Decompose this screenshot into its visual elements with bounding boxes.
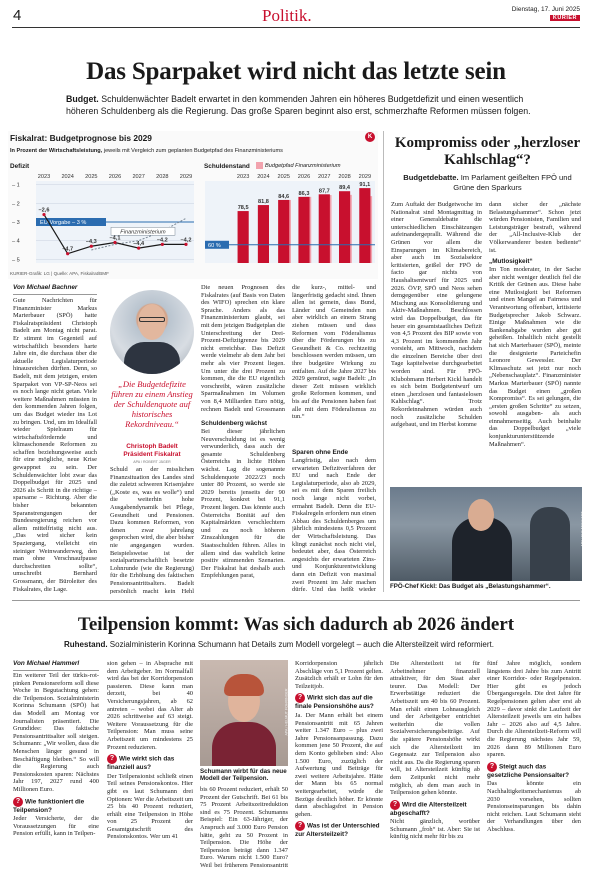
article-col-3: Die neuen Prognosen des Fiskalrates (auf Basis von Daten des WIFO) sprechen ein klare Sprache. Anders als das Finanzministerium glaubt, sei mit dem jetzigen Budgetplan die Unterschreitung der Drei-Prozent-Defizitgrenze bis 2029 nicht erreichbar. Das Defizit werde vielmehr ab dem Jahr bei mehr als vier Prozent liegen. Um unter die drei Prozent zu kommen, die die EU eigentlich vorschreibt, wären zusätzliche Sparmaßnahmen im Volumen von 8,4 Milliarden Euro nötig, rechnen Badelt und Grossmann: [201, 284, 285, 413]
badelt-head: [138, 304, 166, 340]
answer-2: Der Teilpensionist schließt einen Teil seines Pensionskontos. Hier gibt es laut Schumann drei Optionen: Wer die Arbeitszeit um 25 bis 40 Prozent reduziert, erhält eine Teilpension in Höhe von 25 Prozent der Gesamtgutschrift des Pensionskontos. Wer um 41: [107, 772, 193, 841]
debt-x-tick: 2023: [236, 174, 250, 180]
question-icon: ?: [390, 800, 400, 810]
question-icon: ?: [295, 693, 305, 703]
debt-x-tick: 2026: [297, 174, 311, 180]
a2-col2-text: sion gehen – in Absprache mit dem Arbeitgeber. Im Normalfall wird das bei der Korridorpension passieren. Diese kann man derzeit, bei 40 Versicherungsjahren, ab 62 antreten – wobei das Alter ab 2026 schrittweise auf 63 steigt. Weitere Voraussetzung für die Teilpension: Man muss seine Arbeitszeit um mindestens 25 Prozent reduzieren.: [107, 660, 193, 751]
article-col-3b: Bei dieser jährlichen Neuverschuldung ist es wenig verwunderlich, dass auch der gesamte Schuldenberg Österreichs in lichte Höhen wächst. Lag die sogenannte Schuldenquote 2022/23 noch unter 80 Prozent, so werde sie 2029 bereits jenseits der 90 Prozent, konkret bei 91,1 Prozent liegen. Das könnte auch Österreichs Bonität auf den Kapitalmärkten verschlechtern und zu noch höheren Zinszahlungen für die Staatsschulden führen. Alles in allem sind das wahrlich keine positiv stimmenden Szenarien. Der Fiskalrat hat deshalb auch Empfehlungen parat,: [201, 428, 285, 580]
chart-subtitle: [10, 148, 283, 154]
kickl-photo: [390, 487, 582, 581]
sidebar-col-1: Zum Auftakt der Budgetwoche im Nationalrat sind Montagmittag in einer Generaldebatte die unterschiedlichen Einschätzungen aufeinandergeprallt. Während die Grünen vor allem die Einsparungen im Klimabereich, aber auch im Sozialsektor kritisierten, geißel der FPÖ de facto gar nichts von Haushaltsentwurf für 2025 und 2026. ÖVP, SPÖ und Neos sehen demgegenüber eine gelungene Mischung aus Konsolidierung und Aktiv-Maßnahmen. Beschlossen wird das Doppelbudget, das für heuer ein gesamtstaatliches Defizit von 4,5 Prozent des BIP sowie von 4,3 Prozent im kommenden Jahr vorsieht, am Mittwoch, nachdem die einzelnen Bereiche über drei Tage kapitelweise durchgearbeitet worden sind. Für FPÖ-Klubobmann Herbert Kickl handelt es sich beim Budgetentwurf um einen „herzlosen und fantasielosen Kahlschlag“. Trotz Rekordeinnahmen würden auch noch zusätzliche Schulden aufgebaut, und im Herbst komme: [391, 201, 482, 429]
eu-limit-label: EU-Vorgabe – 3 %: [40, 220, 87, 226]
question-icon: ?: [13, 797, 23, 807]
debt-value-label: 84,6: [278, 193, 290, 200]
debt-bar: [339, 191, 350, 263]
debt-x-tick: 2024: [257, 174, 270, 180]
a2-col1-text: Ein weiterer Teil der türkis-rot-pinken Pensionsreform soll diese Woche in Begutachtung gehen: die Teilpension. Sozialministerin Korinna Schumann (SPÖ) hat das Modell am Montag vor Journalisten präsentiert. Die Grundidee: Das faktische Pensionsantrittsalter soll steigen. Schumann: „Wir wollen, dass die Menschen länger gesund in Beschäftigung bleiben.“ So will die Regierung auch Pensionskosten sparen: Nächstes Jahr 197, 2027 rund 400 Millionen Euro.: [13, 672, 99, 793]
sidebar-headline: Kompromiss oder „herzloser Kahlschlag“?: [394, 135, 581, 168]
deficit-x-tick: 2029: [179, 174, 193, 180]
article2-author: Von Michael Hammerl: [13, 660, 80, 667]
debt-value-label: 81,8: [257, 199, 269, 206]
deficit-value-label: –4,4: [133, 241, 145, 248]
article2-lead: [64, 640, 544, 650]
debt-legend: [256, 162, 341, 169]
debt-bar: [278, 200, 289, 263]
debt-legend-label: Budgetpfad Finanzministerium: [265, 162, 341, 169]
article-col-4b: Langfristig, also nach dem erwarteten Defizitverfahren der EU und nach Ende der Legislaturperiode, also ab 2029, sei es mit dem Sparen freilich noch lange nicht vorbei, ermahnt Badelt. Denn die EU-Fiskalregeln erfordern nun einen Abbau des Schuldenberges um jährlich mindestens 0,5 Prozent der Wirtschaftsleistung. Das klingt zunächst noch nicht viel, bedeutet aber, dass Österreich angesichts der erwarteten Zins- und Konjunkturentwicklung dann ein Defizit von maximal zwei Prozent im Jahr machen dürfe. Und das heißt wieder: [292, 457, 376, 594]
debt-legend-swatch: [256, 162, 263, 169]
article2-col-2: [107, 660, 193, 870]
subhead-schuldenberg: Schuldenberg wächst: [201, 420, 268, 427]
main-headline: Das Sparpaket wird nicht das letzte sein: [86, 58, 506, 85]
deficit-value-label: –4,2: [156, 237, 168, 244]
question-2: [107, 754, 193, 772]
deficit-x-tick: 2023: [37, 174, 51, 180]
section-title: Politik.: [262, 6, 312, 25]
deficit-x-tick: 2024: [61, 174, 74, 180]
sidebar-subhead: „Mutlosigkeit“: [489, 258, 533, 265]
debt-bar: [298, 197, 309, 263]
deficit-y-tick: – 4: [12, 238, 20, 245]
issue-date: Dienstag, 17. Juni 2025: [511, 6, 580, 13]
schumann-body: [212, 722, 276, 766]
deficit-value-label: –4,7: [62, 246, 74, 253]
debt-value-label: 78,5: [237, 205, 249, 212]
deficit-x-tick: 2028: [156, 174, 169, 180]
sidebar-kicker-rest: Im Parlament geißelten FPÖ und Grüne den Sparkurs: [453, 173, 572, 192]
question-icon: ?: [487, 762, 497, 772]
question-1: [13, 797, 99, 815]
schumann-caption: Schumann wirbt für das neue Modell der Teilpension.: [200, 768, 287, 783]
debt-x-tick: 2025: [277, 174, 290, 180]
question-5: [390, 800, 480, 818]
header-rule: [12, 27, 580, 28]
schumann-photo-credit: APA HELMUT FOHRINGER: [284, 688, 288, 736]
debt-bar: [238, 211, 249, 263]
debt-value-label: 91,1: [359, 182, 371, 189]
section-rule: [12, 600, 580, 601]
answer-5: Nicht gänzlich, worüber Schumann „froh“ ist. Aber: Sie ist künftig nicht mehr für bis zu: [390, 818, 480, 841]
question-3: [295, 693, 383, 711]
debt-bar: [359, 188, 370, 263]
deficit-chart: [8, 171, 198, 271]
badelt-photo: [110, 290, 194, 374]
pull-quote: „Die Budgetdefizite führen zu einem Anstieg der Schuldenquote auf historisches Rekordniveau.“: [111, 379, 193, 429]
author2-rule: [13, 670, 99, 671]
kickl-photo-credit: [580, 511, 582, 546]
a2-col4-text: Korridorpension jährlich Abschläge von 5,1 Prozent gelten. Zusätzlich erhält er Lohn für den Teilzeitjob.: [295, 660, 383, 690]
question-1-text: Wie funktioniert die Teilpension?: [13, 798, 85, 814]
sidebar-divider: [383, 131, 384, 592]
debt-x-tick: 2028: [338, 174, 351, 180]
author-rule: [13, 294, 97, 295]
deficit-y-tick: – 2: [12, 201, 20, 208]
deficit-x-tick: 2026: [108, 174, 122, 180]
question-6: [487, 762, 581, 780]
kickl-head: [468, 499, 494, 531]
chart-logo: K: [365, 132, 375, 142]
deficit-y-tick: – 5: [12, 257, 20, 264]
kickl-bg-person: [530, 507, 570, 581]
deficit-value-label: –4,1: [109, 235, 121, 242]
deficit-y-tick: – 1: [12, 182, 20, 189]
question-icon: ?: [295, 821, 305, 831]
badelt-glasses: [139, 317, 165, 322]
sidebar-col-2: dann sicher der „nächste Belastungshammer“. Schon jetzt würden Pensionisten, Familien und Leistungsträger bestraft, während der „All-Inclusive-Klub der Völkerwanderer besten bediente“ ist.: [489, 201, 581, 254]
kickl-caption: FPÖ-Chef Kickl: Das Budget als „Belastungshammer“.: [390, 583, 551, 590]
answer-6: Das könnte ein Nachhaltigkeitsmechanismus ab 2030 vorsehen, sollten Pensionseinsparungen bis dahin nicht reichen. Laut Schumann steht der Verhandlungen über den Abschluss.: [487, 780, 581, 833]
chart-box: [8, 131, 378, 279]
lead-kicker: Budget.: [66, 94, 99, 104]
debt-bar: [319, 194, 330, 263]
deficit-chart-title: Defizit: [10, 163, 30, 170]
question-4: [295, 821, 383, 839]
deficit-value-label: –2,6: [38, 207, 50, 214]
deficit-x-tick: 2025: [85, 174, 98, 180]
question-6-text: Steigt auch das gesetzliche Pensionsalter?: [487, 763, 570, 779]
subhead-sparen: Sparen ohne Ende: [292, 449, 349, 456]
a2-col5-text: Die Altersteilzeit ist für Arbeitnehmer finanziell attraktiver, für den Staat aber teurer. Das Modell: Der Erwerbstätige reduziert die Arbeitszeit um 40 bis 60 Prozent. Man erhält einen Lohnausgleich und der Arbeitgeber entrichtet weiterhin die vollen Sozialversicherungsbeiträge. Auf die spätere Pensionshöhe wirkt sich die Altersteilzeit im Gegensatz zur Teilpension also nicht aus. Da die Regierung sparen will, ist Altersteilzeit künftig ab dem Zeitpunkt nicht mehr möglich, ab dem man auch in Teilpension gehen könnte.: [390, 660, 480, 797]
question-3-text: Wirkt sich das auf die finale Pensionshöhe aus?: [295, 695, 374, 711]
article2-kicker: Ruhestand.: [64, 640, 108, 649]
chart-title: Fiskalrat: Budgetprognose bis 2029: [10, 133, 152, 143]
deficit-value-label: –4,2: [180, 237, 192, 244]
brand-logo: KURIER: [550, 15, 580, 21]
answer-1: Jeder Versicherte, der die Voraussetzungen für eine Pension erfüllt, kann in Teilpen-: [13, 815, 99, 838]
article-col-2: Schuld an der misslichen Finanzsituation des Landes sind die zuletzt schweren Krisenjahre („Koste es, was es wolle“) und die weiterhin hohe Ausgabendynamik bei Pflege, Gesundheit und Pensionen. Dazu kommen Reformen, von denen zwar jahrelang gesprochen wird, die aber bisher nie angegangen wurden. Beispielsweise ist der sozialpartnerschaftlich besetzte Lohnrunde (wie die Regierung) für die Erhöhung des faktischen Pensionsantrittsalters. Badelt persönlich macht kein Hehl: [110, 466, 194, 594]
page-number: 4: [13, 7, 22, 24]
article2-col-1: [13, 672, 99, 870]
deficit-x-tick: 2027: [132, 174, 145, 180]
lead-text: Schuldenwächter Badelt erwartet in den kommenden Jahren ein höheres Budgetdefizit und einen wesentlich höheren Schuldenberg als die Regierung. Das große Sparen beginnt also erst, schmerzhafte Reformen müssen folgen.: [66, 94, 531, 116]
question-5-text: Wird die Altersteilzeit abgeschafft?: [390, 801, 467, 817]
schumann-hair: [224, 674, 264, 696]
question-2-text: Wie wirkt sich das finanziell aus?: [107, 755, 175, 772]
question-4-text: Was ist der Unterschied zur Altersteilzeit?: [295, 822, 380, 839]
article2-col-3: bis 60 Prozent reduziert, erhält 50 Prozent der Gutschrift. Bei 61 bis 75 Prozent Arbeitszeitreduktion sind es 75 Prozent. Schumanns Beispiel: Ein 63-Jähriger, der Anspruch auf 3.000 Euro Pension hätte, geht zu 50 Prozent in Teilpension. Die Höhe der Teilpension beträgt dann 1.347 Euro. Warum nicht 1.500 Euro? Weil bei früherem Pensionsantritt: [200, 786, 288, 869]
question-icon: ?: [107, 754, 117, 764]
deficit-value-label: –4,3: [85, 239, 97, 246]
debt-chart-title: Schuldenstand: [204, 163, 250, 170]
article-author: Von Michael Bachner: [13, 284, 78, 291]
deficit-y-tick: – 3: [12, 220, 20, 226]
article2-col-5: [390, 660, 480, 870]
ministry-label: Finanzministerium: [120, 229, 166, 236]
article2-headline: Teilpension kommt: Was sich dadurch ab 2026 ändert: [77, 614, 515, 635]
chart-subtitle-bold: In Prozent der Wirtschaftsleistung,: [10, 148, 103, 154]
debt-value-label: 86,3: [298, 190, 310, 197]
photo-credit: APA / ROBERT JÄGER: [133, 460, 171, 464]
quote-author: Christoph Badelt: [126, 443, 178, 450]
chart-source: KURIER-Grafik: LG | Quelle: APA, Fiskalrat/BMF: [10, 271, 109, 276]
article-col-1: Gute Nachrichten für Finanzminister Markus Marterbauer (SPÖ) hatte Fiskalratspräsident Christoph Badelt am Montag nicht parat. Er stimmt im Gegenteil auf wirtschaftlich besonders harte Jahre ein, die durchaus über die aktuelle Legislaturperiode hinausreichen dürften. Denn, so Badelt, mit dem jetzigen, ersten Sparpaket von VP-SP-Neos sei es noch lange nicht getan. Viele weitere Maßnahmen müssten in den kommenden Jahren folgen, um das Budget wieder ins Lot zu bringen. Und, um im Idealfall wieder Spielraum für wirtschaftsfördernde und klimaschonende Reformen zu schaffen beziehungsweise auch für eine mögliche, neue Krise gewappnet zu sein. Der Schuldenwächter lobt zwar das Doppelbudget für 2025 und 2026 als Schritt in die richtige – sparsame – Richtung. Aber die bisher bekannten Sparanstrengungen der Bundesregierung reichen vor allem mittelfristig nicht aus. „Das wird sicher kein Spaziergang, vielleicht ein steiniger Weinwanderweg, den man ohne Verschnaufpause durchschreiten sollte“, umschreibt Bernhard Grossmann, der Büroleiter des Fiskalrates, die Lage.: [13, 297, 97, 593]
quote-role: Präsident Fiskalrat: [123, 451, 181, 458]
article-col-4: die kurz-, mittel- und längerfristig gedacht sind. Ihnen allen ist gemein, dass Bund, Länder und Gemeinden nun aber wirklich an einem Strang ziehen müssen und dass Reformen vom Föderalismus über die Förderungen bis zu Gesundheit & Co. rechtzeitig beschlossen werden müssen, um ihre budgetäre Wirkung zu entfalten. Auf die Jahre 2027 bis 2029 gemünzt, sagte Badelt: „In dieser Zeit müssen wirklich große Reformen kommen, und bis auf die Pensionen haben fast alle mit dem Föderalismus zu tun.“: [292, 284, 376, 421]
debt-bar: [258, 205, 269, 263]
debt-x-tick: 2029: [358, 174, 372, 180]
debt-value-label: 87,7: [318, 188, 330, 195]
debt-limit-label: 60 %: [208, 242, 221, 249]
a2-col6-text: fünf Jahre möglich, sondern längstens drei Jahre bis zum Antritt einer Korridor- oder Regelpension. Hier gibt es jedoch Übergangsregeln. Die drei Jahre für Regelpensionen gelten aber erst ab 2029 – davor sinkt die Laufzeit der Altersteilzeit jeweils um ein halbes Jahr – 2026 also auf 4,5 Jahre. Durch die Altersteilzeit-Reform will die Regierung nächstes Jahr 59, 2026 dann 89 Millionen Euro sparen.: [487, 660, 581, 759]
article2-col-6: [487, 660, 581, 870]
debt-chart: [201, 171, 377, 271]
debt-x-tick: 2027: [318, 174, 331, 180]
sidebar-lead: [395, 173, 580, 192]
sidebar-kicker: Budgetdebatte.: [403, 173, 459, 182]
schumann-photo: [200, 660, 288, 766]
debt-value-label: 89,4: [339, 185, 351, 192]
article2-col-4: [295, 660, 383, 870]
article2-kicker-rest: Sozialministerin Korinna Schumann hat Details zum Modell vorgelegt – auch die Altersteilzeit wird reformiert.: [107, 640, 494, 649]
sidebar-col-2b: Im Ton moderater, in der Sache aber nicht weniger deutlich fiel die Kritik der Grünen aus. Diese habe eine Mutlosigkeit bei Reformen und einen Mangel an Fairness und Verantwortung offenbart, kritisierte Budgetsprecher Jakob Schwarz. Einige Maßnahmen wie die Bankenabgabe wurden aber gut geheißen. Inhaltlich nicht gestellt hat sich Marterbauer (SPÖ), meinte die designierte Parteichefin Leonore Gewessler. Der Klimaschutz sei jetzt nur noch „Nebenschauplatz“. Finanzminister Markus Marterbauer (SPÖ) nannte das Budget einen „großen Kompromiss“. Es sei gelungen, die „ersten großen Schritte“ zu setzen, sowohl ausgaben- als auch einnahmenseitig. Auch beinhalte das Doppelbudget „viele konjunkturunterstützende Maßnahmen“.: [489, 266, 581, 448]
chart-subtitle-rest: jeweils mit Vergleich zum geplanten Budgetpfad des Finanzministeriums: [102, 148, 283, 154]
main-lead: [66, 94, 536, 117]
badelt-suit: [124, 342, 180, 374]
answer-3: Ja. Der Mann erhält bei einem Pensionsantritt mit 65 Jahren weiter 1.347 Euro – plus zwei Jahre Pensionsanpassung. Dazu kommen jene 50 Prozent, die auf dem Konto geblieben sind: Also 1.500 Euro, zuzüglich der Aufwertung und Beiträge für zwei weitere Arbeitsjahre. Hätte der Mann bis 65 normal weitergearbeitet, würde die Bezüge deutlich höher. Er könnte dann abschlagsfrei in Pension gehen.: [295, 711, 383, 818]
